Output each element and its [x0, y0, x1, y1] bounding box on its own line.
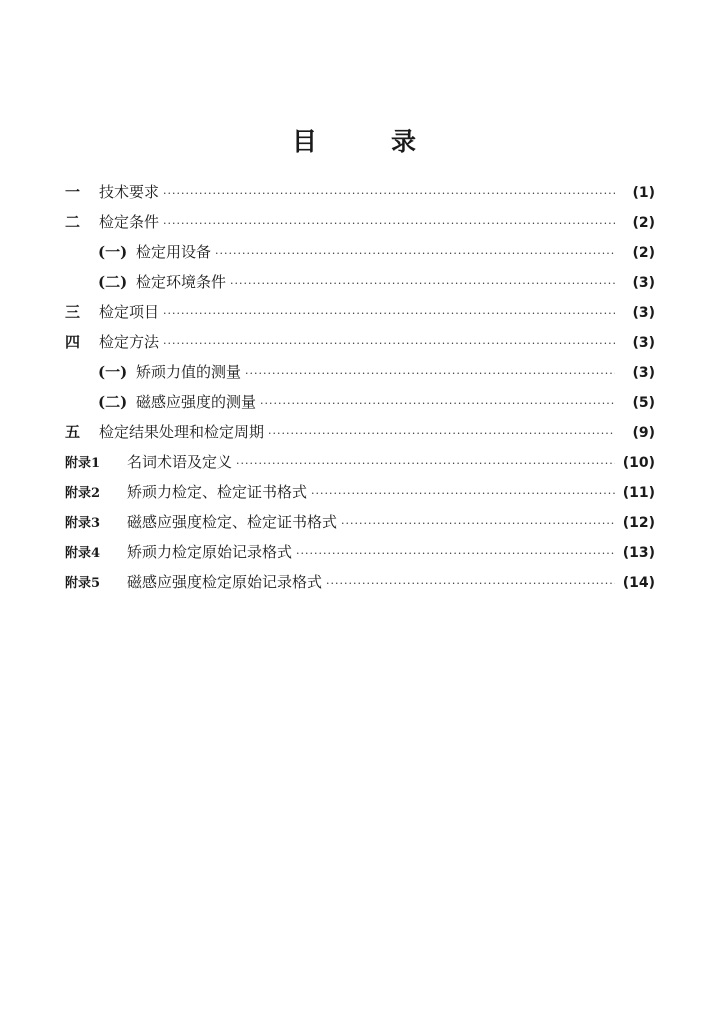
toc-entry-number: 附录5: [65, 576, 101, 591]
toc-entry-number: 四: [65, 333, 81, 351]
toc-entry[interactable]: [65, 417, 655, 447]
toc-entry-page: (14): [622, 575, 655, 591]
toc-entry-label: 磁感应强度的测量: [136, 393, 257, 411]
toc-entry-label: 检定方法: [99, 333, 160, 351]
toc-leader-dots: [268, 419, 615, 449]
toc-entry-number: (二): [98, 393, 128, 411]
toc-entry-number: 三: [65, 303, 81, 321]
toc-entry-label: 技术要求: [99, 183, 160, 201]
toc-entry[interactable]: [65, 327, 655, 357]
toc-entry-number: 附录1: [65, 456, 101, 471]
toc-entry-number: 附录4: [65, 546, 101, 561]
toc-leader-dots: [260, 389, 615, 419]
toc-subentry[interactable]: [65, 357, 655, 387]
toc-leader-dots: [311, 479, 615, 509]
toc-entry-number: 附录3: [65, 516, 101, 531]
toc-entry-label: 矫顽力检定、检定证书格式: [127, 483, 308, 501]
toc-entry-label: 矫顽力值的测量: [136, 363, 242, 381]
toc-appendix-entry[interactable]: [65, 477, 655, 507]
toc-entry[interactable]: [65, 297, 655, 327]
toc-entry-page: (3): [632, 365, 655, 381]
toc-entry-number: 二: [65, 213, 81, 231]
toc-entry-page: (5): [632, 395, 655, 411]
toc-appendix-entry[interactable]: [65, 537, 655, 567]
toc-entry-number: 附录2: [65, 486, 101, 501]
toc-leader-dots: [296, 539, 615, 569]
toc-leader-dots: [163, 299, 615, 329]
toc-entry-page: (3): [632, 335, 655, 351]
toc-entry-page: (2): [632, 245, 655, 261]
toc-leader-dots: [245, 359, 615, 389]
toc-entry-label: 检定用设备: [136, 243, 212, 261]
toc-entry-page: (3): [632, 275, 655, 291]
toc-appendix-entry[interactable]: [65, 447, 655, 477]
toc-leader-dots: [215, 239, 615, 269]
toc-entry-page: (11): [622, 485, 655, 501]
toc-subentry[interactable]: [65, 237, 655, 267]
toc-entry-number: (二): [98, 273, 128, 291]
toc-entry-number: (一): [98, 363, 128, 381]
toc-entry-page: (1): [632, 185, 655, 201]
toc-entry-page: (13): [622, 545, 655, 561]
toc-entry-page: (2): [632, 215, 655, 231]
toc-entry-number: (一): [98, 243, 128, 261]
toc-entry-page: (12): [622, 515, 655, 531]
toc-leader-dots: [326, 569, 615, 599]
toc-subentry[interactable]: [65, 387, 655, 417]
toc-entry-label: 名词术语及定义: [127, 453, 233, 471]
toc-entry-label: 磁感应强度检定原始记录格式: [127, 573, 323, 591]
toc-appendix-entry[interactable]: [65, 567, 655, 597]
toc-leader-dots: [163, 209, 615, 239]
toc-entry-number: 五: [65, 423, 81, 441]
toc-leader-dots: [230, 269, 615, 299]
page-title: [0, 122, 710, 158]
toc-entry[interactable]: [65, 207, 655, 237]
toc-entry-label: 检定条件: [99, 213, 160, 231]
toc-appendix-entry[interactable]: [65, 507, 655, 537]
toc-entry-page: (3): [632, 305, 655, 321]
toc-entry[interactable]: [65, 177, 655, 207]
toc-entry-label: 检定结果处理和检定周期: [99, 423, 265, 441]
toc-leader-dots: [341, 509, 615, 539]
toc-entry-label: 检定环境条件: [136, 273, 227, 291]
toc-leader-dots: [163, 179, 615, 209]
toc-entry-number: 一: [65, 183, 81, 201]
table-of-contents: [65, 177, 655, 597]
toc-entry-page: (10): [622, 455, 655, 471]
toc-entry-label: 磁感应强度检定、检定证书格式: [127, 513, 338, 531]
toc-subentry[interactable]: [65, 267, 655, 297]
toc-leader-dots: [236, 449, 615, 479]
toc-entry-page: (9): [632, 425, 655, 441]
toc-entry-label: 检定项目: [99, 303, 160, 321]
toc-entry-label: 矫顽力检定原始记录格式: [127, 543, 293, 561]
title-char-1: 目: [291, 127, 319, 156]
title-char-2: 录: [391, 127, 419, 156]
toc-leader-dots: [163, 329, 615, 359]
